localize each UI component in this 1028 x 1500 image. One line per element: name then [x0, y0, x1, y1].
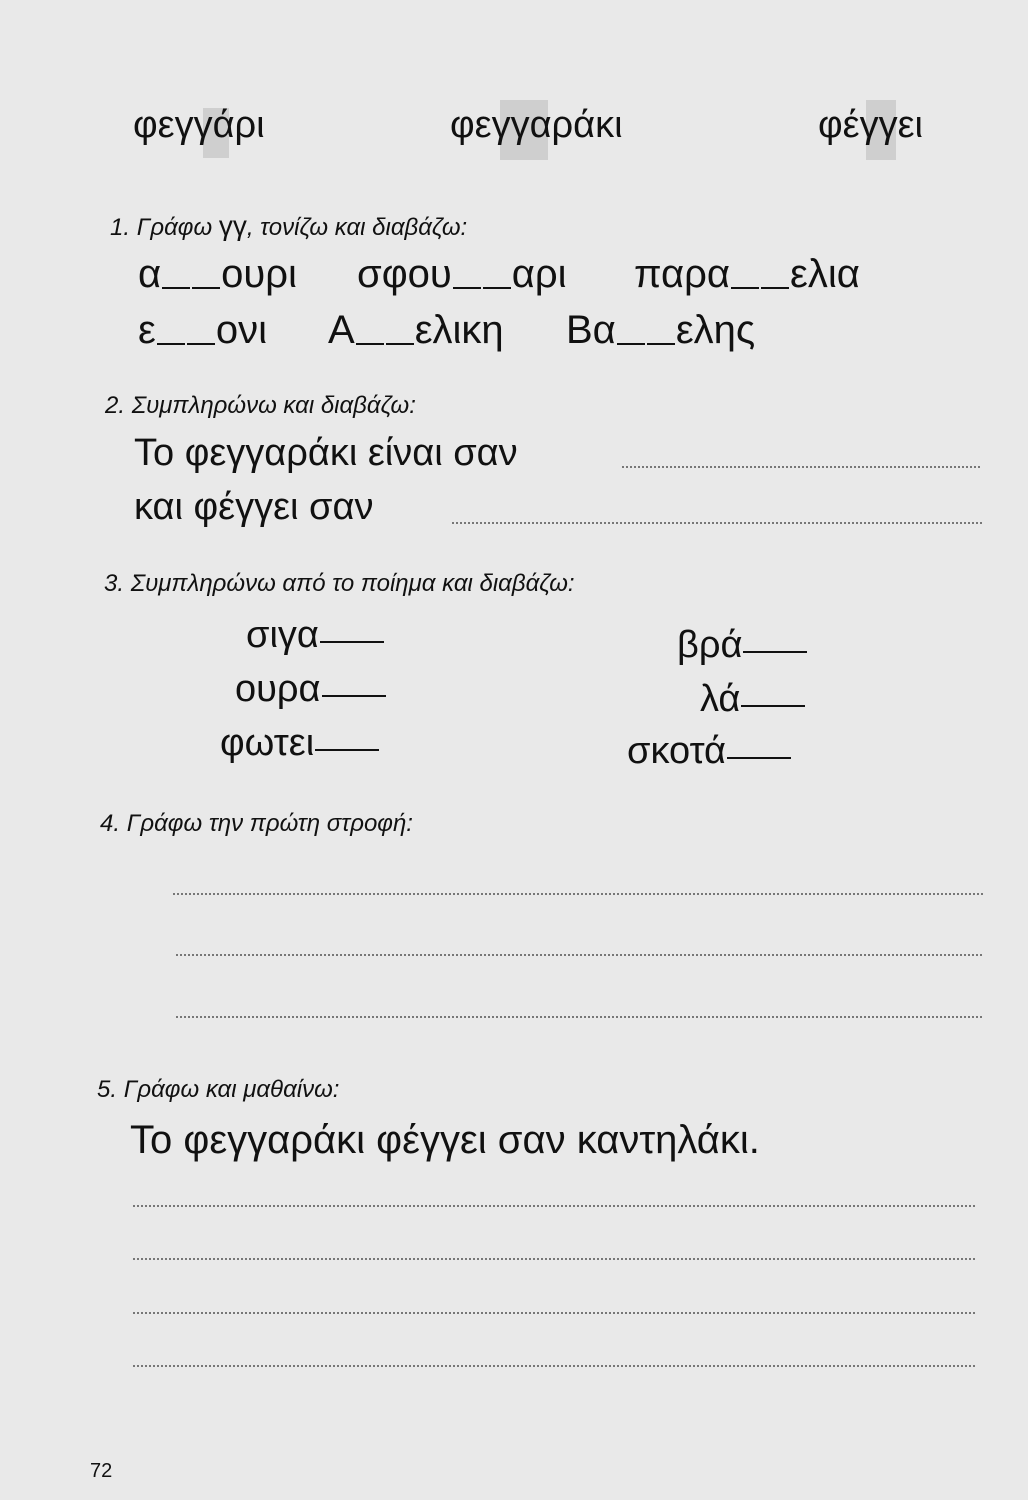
blank-dash: [187, 343, 215, 345]
ex1-word-part: α: [138, 252, 162, 296]
blank-line: [322, 695, 386, 697]
ex5-instruction-text: Γράφω και μαθαίνω:: [123, 1076, 340, 1103]
ex3-right-word-1: [677, 624, 808, 667]
ex2-answer-line-2[interactable]: [452, 522, 982, 524]
ex1-instruction-post: , τονίζω και διαβάζω:: [246, 214, 468, 241]
header-word-2: φεγγαράκι: [450, 104, 623, 146]
blank-line: [320, 641, 384, 643]
page-number: 72: [90, 1460, 113, 1482]
ex1-word-part: ε: [138, 308, 156, 352]
ex5-answer-line-3[interactable]: [133, 1312, 975, 1314]
ex2-number: 2.: [105, 392, 126, 419]
ex3-number: 3.: [104, 570, 125, 597]
ex3-instruction-text: Συμπληρώνω από το ποίημα και διαβάζω:: [130, 570, 575, 597]
ex5-answer-line-1[interactable]: [133, 1205, 975, 1207]
ex3-left-word-2: [235, 668, 387, 711]
blank-dash: [617, 343, 645, 345]
ex3-word-stem: ουρα: [235, 668, 321, 710]
ex3-right-word-2: [700, 678, 806, 721]
ex1-word-part: ελια: [790, 252, 860, 296]
ex4-answer-line-3[interactable]: [176, 1016, 982, 1018]
blank-dash: [157, 343, 185, 345]
ex1-word-1-3: [634, 252, 860, 297]
ex4-answer-line-1[interactable]: [173, 893, 983, 895]
ex1-instruction-pre: Γράφω: [136, 214, 213, 241]
ex2-instruction: [105, 392, 416, 420]
ex2-line-1: Το φεγγαράκι είναι σαν: [134, 432, 518, 474]
ex3-instruction: [104, 570, 575, 598]
ex3-right-word-3: [627, 730, 792, 773]
ex3-word-stem: φωτει: [220, 722, 315, 764]
ex3-word-stem: σιγα: [246, 614, 319, 656]
ex1-word-part: ουρι: [221, 252, 297, 296]
blank-dash: [192, 287, 220, 289]
blank-line: [743, 651, 807, 653]
ex5-answer-line-2[interactable]: [133, 1258, 975, 1260]
ex1-instruction-letters: γγ: [218, 210, 247, 241]
ex5-sentence: Το φεγγαράκι φέγγει σαν καντηλάκι.: [130, 1118, 760, 1162]
ex1-word-2-2: [328, 308, 504, 353]
blank-line: [727, 757, 791, 759]
ex2-line-2: και φέγγει σαν: [134, 486, 374, 528]
ex1-word-part: αρι: [511, 252, 567, 296]
blank-line: [315, 749, 379, 751]
ex4-instruction: [100, 810, 413, 838]
header-word-1: φεγγάρι: [133, 104, 265, 146]
header-word-3: φέγγει: [818, 104, 923, 146]
ex1-word-part: Βα: [566, 308, 616, 352]
blank-dash: [386, 343, 414, 345]
ex5-instruction: [97, 1076, 339, 1104]
blank-dash: [483, 287, 511, 289]
blank-line: [741, 705, 805, 707]
blank-dash: [162, 287, 190, 289]
blank-dash: [731, 287, 759, 289]
ex4-instruction-text: Γράφω την πρώτη στροφή:: [126, 810, 413, 837]
ex1-word-1-2: [357, 252, 567, 297]
blank-dash: [647, 343, 675, 345]
ex3-word-stem: βρά: [677, 624, 743, 666]
ex3-left-word-3: [220, 722, 380, 765]
ex1-word-part: ελης: [675, 308, 756, 352]
ex4-number: 4.: [100, 810, 121, 837]
ex5-number: 5.: [97, 1076, 118, 1103]
ex1-word-part: ονι: [215, 308, 267, 352]
blank-dash: [453, 287, 481, 289]
ex2-instruction-text: Συμπληρώνω και διαβάζω:: [131, 392, 416, 419]
ex2-answer-line-1[interactable]: [622, 466, 980, 468]
ex1-word-part: ελικη: [414, 308, 504, 352]
ex3-word-stem: λά: [700, 678, 741, 720]
ex1-word-1-1: [138, 252, 297, 297]
ex1-word-part: σφου: [357, 252, 452, 296]
ex1-number: 1.: [110, 214, 131, 241]
ex1-word-part: Α: [328, 308, 355, 352]
ex3-left-word-1: [246, 614, 385, 657]
blank-dash: [761, 287, 789, 289]
blank-dash: [356, 343, 384, 345]
ex1-word-2-1: [138, 308, 267, 353]
ex3-word-stem: σκοτά: [627, 730, 727, 772]
ex5-answer-line-4[interactable]: [133, 1365, 975, 1367]
ex1-word-part: παρα: [634, 252, 731, 296]
ex4-answer-line-2[interactable]: [176, 954, 982, 956]
ex1-instruction: [110, 210, 467, 242]
ex1-word-2-3: [566, 308, 755, 353]
